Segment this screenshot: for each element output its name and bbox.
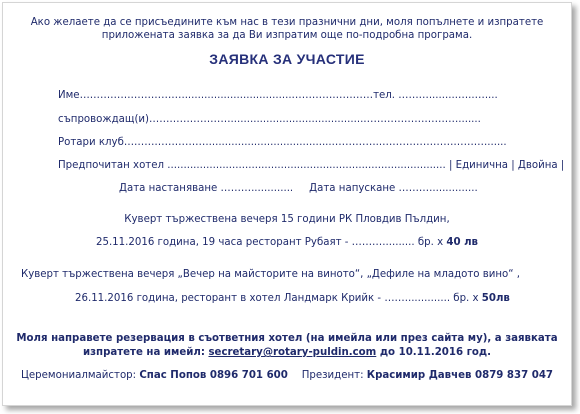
name-row [58,90,498,101]
intro-line-2: приложената заявка за да Ви изпратим още по-подробна програма. [101,30,473,41]
ceremony-label: Церемониалмайстор: [21,370,140,381]
email-link[interactable]: secretary@rotary-puldin.com [208,347,377,358]
ceremony-contact: Спас Попов 0896 701 600 [139,370,288,381]
hotel-field[interactable]: ...................................................................................... [164,160,450,171]
departure-label: Дата напускане [309,183,396,194]
event2-details: 26.11.2016 година, ресторант в хотел Ландмарк Крийк - …….............. бр. х [75,293,482,304]
reservation-deadline: до 10.11.2016 год. [376,347,492,358]
phone-label: тел. [373,90,396,101]
room-type-options[interactable]: | Единична | Двойна | [449,160,565,171]
reservation-prefix: изпратете на имейл: [82,347,209,358]
reservation-line-2 [3,347,571,358]
ceremony-contact-row [21,370,288,381]
name-label: Име [58,90,80,101]
event1-details: 25.11.2016 година, 19 часа ресторант Рубаят - ……….......... бр. х [95,237,447,248]
event2-line-2 [75,293,510,304]
event1-price: 40 лв [446,237,479,248]
event2-line-1: Куверт тържествена вечеря „Вечер на майсторите на виното“, „Дефиле на младото вино“ , [21,269,521,280]
dates-row [119,183,478,194]
arrival-label: Дата настаняване [119,183,218,194]
president-contact-row [302,370,553,381]
form-title: ЗАЯВКА ЗА УЧАСТИЕ [209,51,365,67]
intro-line-1: Ако желаете да се присъедините към нас в тези празнични дни, моля попълнете и изпратете [30,17,544,28]
hotel-label: Предпочитан хотел [58,160,165,171]
club-row [58,137,507,148]
application-form-card [2,2,572,406]
president-label: Президент: [301,370,367,381]
event1-line-2 [3,237,571,248]
phone-field[interactable]: ……….........…..….... [395,90,498,101]
event1-line-1: Куверт тържествена вечеря 15 години РК Пловдив Пълдин, [124,214,450,225]
arrival-field[interactable]: ………............. [217,183,294,194]
name-field[interactable]: …………………………..................................…………………… [79,90,374,101]
reservation-line-1: Моля направете резервация в съответния хотел (на имейла или през сайта му), а заявката [16,333,558,344]
club-field[interactable]: ……………………........................................…………..…………………………....... [123,137,507,148]
club-label: Ротари клуб [58,137,124,148]
companion-label: съпровождащ(и) [58,114,150,125]
president-contact: Красимир Давчев 0879 837 047 [366,370,553,381]
departure-field[interactable]: ………............... [395,183,478,194]
hotel-row [58,160,564,171]
event2-price: 50лв [481,293,510,304]
companion-row [58,114,481,125]
companion-field[interactable]: …………………….........................................………………………........ [149,114,481,125]
